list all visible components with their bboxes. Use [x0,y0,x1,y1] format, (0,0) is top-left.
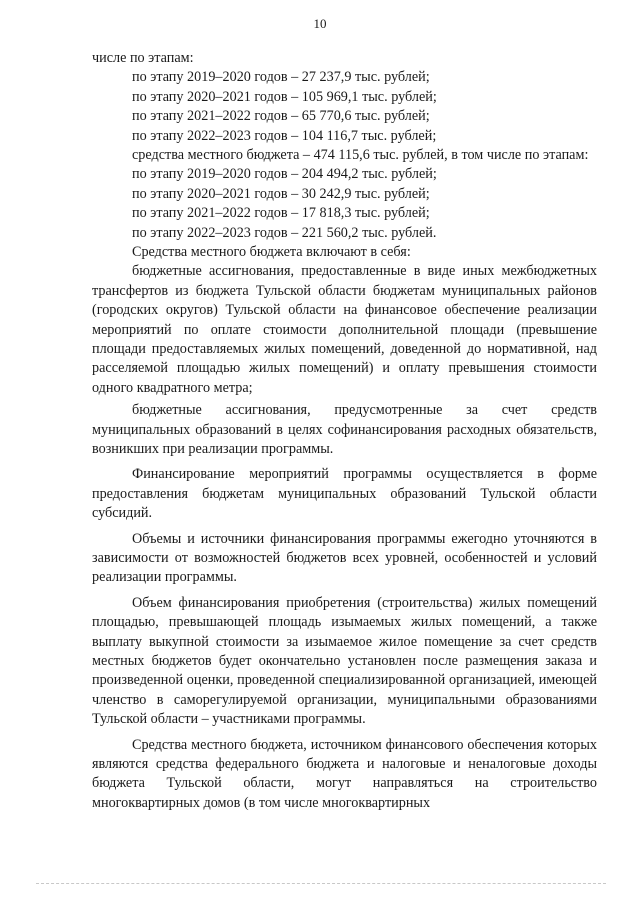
paragraph-housing-volume: Объем финансирования приобретения (строительства) жилых помещений площадью, превышающей площадь изымаемых жилых помещений, а также выплату выкупной стоимости за изымаемое жилое помещение за счет средств местных бюджетов будет окончательно установлен после размещения заказа и произведенной оценки, проведенной специализированной организацией, имеющей членство в саморегулируемой организации, муниципальными образованиями Тульской области – участниками программы. [92,594,597,728]
document-body [92,49,597,813]
local-stage-line: по этапу 2022–2023 годов – 221 560,2 тыс. рублей. [132,224,437,241]
paragraph-financing-form: Финансирование мероприятий программы осуществляется в форме предоставления бюджетам муниципальных образований Тульской области субсидий. [92,466,597,522]
intro-line: числе по этапам: [92,50,194,66]
page-number: 10 [313,16,327,31]
local-stage-line: по этапу 2019–2020 годов – 204 494,2 тыс. рублей; [132,166,437,183]
local-budget-total: средства местного бюджета – 474 115,6 тыс. рублей, в том числе по этапам: [132,146,589,163]
regional-stage-line: по этапу 2019–2020 годов – 27 237,9 тыс. рублей; [132,69,430,86]
paragraph-interbudget-transfers: бюджетные ассигнования, предоставленные в виде иных межбюджетных трансфертов из бюджета Тульской области бюджетам муниципальных районов (городских округов) Тульской области на финансовое обеспечение реализации мероприятий по оплате стоимости дополнительной площади (превышение площади предоставляемых жилых помещений, доведенной до нормативной, над расселяемой площадью жилых помещений) и оплату превышения стоимости одного квадратного метра; [92,263,597,396]
local-stage-line: по этапу 2020–2021 годов – 30 242,9 тыс. рублей; [132,185,430,202]
local-includes-heading: Средства местного бюджета включают в себя: [132,243,411,260]
paragraph-municipal-cofinancing: бюджетные ассигнования, предусмотренные за счет средств муниципальных образований в целях софинансирования расходных обязательств, возникших при реализации программы. [92,402,597,457]
scan-edge-line [36,883,606,884]
paragraph-annual-adjustment: Объемы и источники финансирования программы ежегодно уточняются в зависимости от возможностей бюджетов всех уровней, особенностей и условий реализации программы. [92,530,597,586]
paragraph-local-budget-sources: Средства местного бюджета, источником финансового обеспечения которых являются средства федерального бюджета и налоговые и неналоговые доходы бюджета Тульской области, могут направляться на строительство многоквартирных домов (в том числе многоквартирных [92,736,597,811]
regional-stage-line: по этапу 2022–2023 годов – 104 116,7 тыс. рублей; [132,127,437,144]
regional-stage-line: по этапу 2020–2021 годов – 105 969,1 тыс. рублей; [132,88,437,105]
regional-stage-line: по этапу 2021–2022 годов – 65 770,6 тыс. рублей; [132,108,430,125]
local-stage-line: по этапу 2021–2022 годов – 17 818,3 тыс. рублей; [132,205,430,222]
